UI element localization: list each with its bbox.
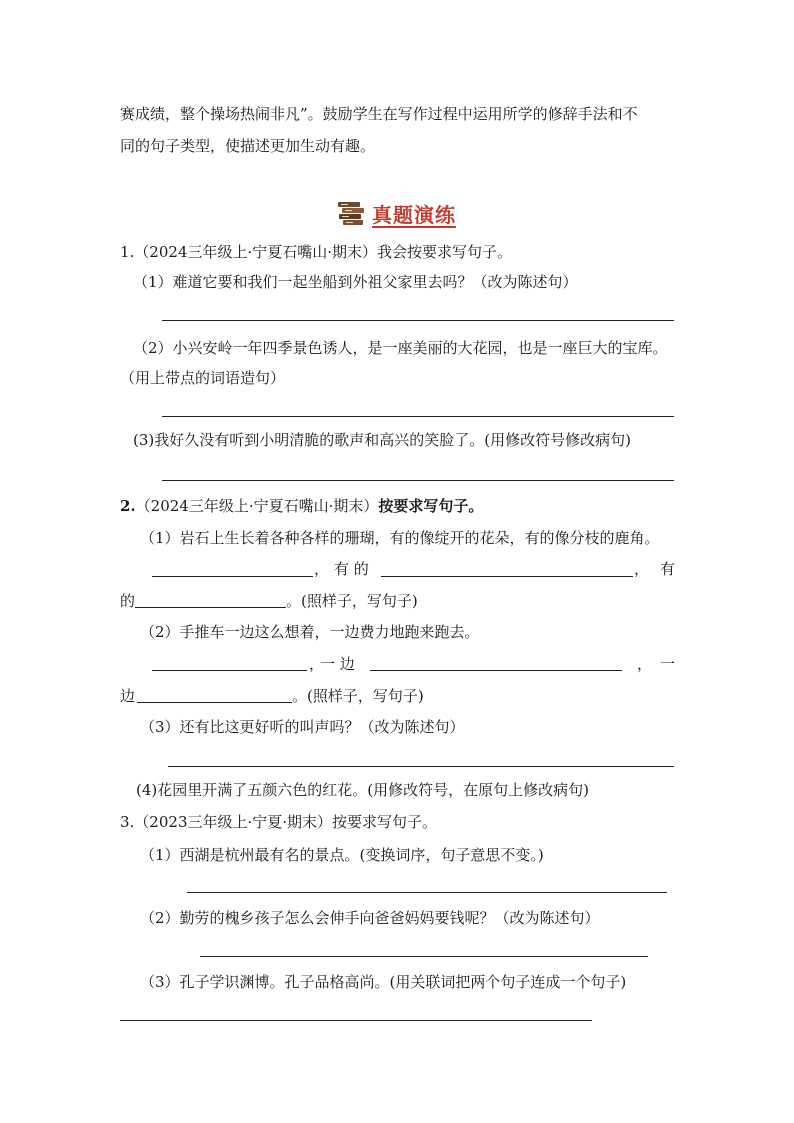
q3-part-3: （3）孔子学识渊博。孔子品格高尚。(用关联词把两个句子连成一个句子)	[140, 973, 627, 991]
q2-task: 按要求写句子。	[378, 497, 484, 515]
books-icon	[336, 200, 366, 226]
q2-p1-blank-1[interactable]	[152, 576, 313, 577]
q2-p1-blank-3[interactable]	[135, 607, 286, 608]
q2-p1-you-de: 有 的	[334, 560, 369, 578]
q3-stem: 3.（2023三年级上·宁夏·期末）按要求写句子。	[120, 813, 438, 831]
q3-answer-line-2[interactable]	[200, 956, 648, 957]
q1-answer-line-3[interactable]	[162, 480, 674, 481]
intro-line-1: 赛成绩，整个操场热闹非凡”。鼓励学生在写作过程中运用所学的修辞手法和不	[120, 105, 638, 123]
section-heading	[336, 198, 456, 228]
q2-p2-blank-2[interactable]	[370, 670, 622, 671]
q3-part-2: （2）勤劳的槐乡孩子怎么会伸手向爸爸妈妈要钱呢？（改为陈述句）	[140, 909, 600, 927]
q1-part-3: (3)我好久没有听到小明清脆的歌声和高兴的笑脸了。(用修改符号修改病句)	[133, 431, 631, 449]
q1-answer-line-2[interactable]	[162, 416, 674, 417]
q2-part-4: (4)花园里开满了五颜六色的红花。(用修改符号，在原句上修改病句)	[136, 781, 589, 799]
q2-p2-blank-1[interactable]	[152, 670, 307, 671]
q2-part-1: （1）岩石上生长着各种各样的珊瑚，有的像绽开的花朵，有的像分枝的鹿角。	[140, 529, 660, 547]
section-title: 真题演练	[372, 202, 456, 227]
intro-line-2: 同的句子类型，使描述更加生动有趣。	[120, 137, 376, 155]
q2-p1-you: 有	[660, 560, 676, 578]
q1-answer-line-1[interactable]	[162, 320, 674, 321]
q2-p2-note: 。(照样子，写句子)	[292, 687, 424, 705]
q1-part-2a: （2）小兴安岭一年四季景色诱人，是一座美丽的大花园，也是一座巨大的宝库。	[133, 339, 668, 357]
q1-stem: 1.（2024三年级上·宁夏石嘴山·期末）我会按要求写句子。	[120, 243, 513, 261]
q2-p1-comma-2: ，	[634, 560, 650, 578]
q2-p2-yi: 一	[660, 655, 676, 673]
q2-answer-line-3[interactable]	[168, 766, 674, 767]
q2-p1-blank-2[interactable]	[381, 576, 633, 577]
q2-part-3: （3）还有比这更好听的叫声吗？（改为陈述句）	[140, 718, 465, 736]
q3-part-1: （1）西湖是杭州最有名的景点。(变换词序，句子意思不变。)	[140, 846, 544, 864]
q2-p1-de: 的	[120, 592, 136, 610]
q2-p2-blank-3[interactable]	[137, 702, 292, 703]
q2-p2-yibian: 一 边	[320, 655, 355, 673]
q2-stem	[120, 496, 483, 516]
q3-answer-line-3[interactable]	[120, 1020, 592, 1021]
q2-p1-comma-1: ，	[314, 560, 330, 578]
q2-p2-comma-2: ，	[637, 655, 653, 673]
q2-p2-bian: 边	[120, 687, 136, 705]
q2-p1-note: 。(照样子，写句子)	[286, 592, 418, 610]
q2-part-2: （2）手推车一边这么想着，一边费力地跑来跑去。	[140, 623, 480, 641]
q2-p2-comma-1: ，	[309, 655, 325, 673]
q1-part-2b: （用上带点的词语造句）	[120, 369, 286, 387]
q3-answer-line-1[interactable]	[187, 892, 667, 893]
q1-part-1: （1）难道它要和我们一起坐船到外祖父家里去吗？（改为陈述句）	[133, 273, 578, 291]
q2-number: 2.	[120, 497, 136, 515]
q2-source: （2024三年级上·宁夏石嘴山·期末）	[135, 497, 379, 515]
